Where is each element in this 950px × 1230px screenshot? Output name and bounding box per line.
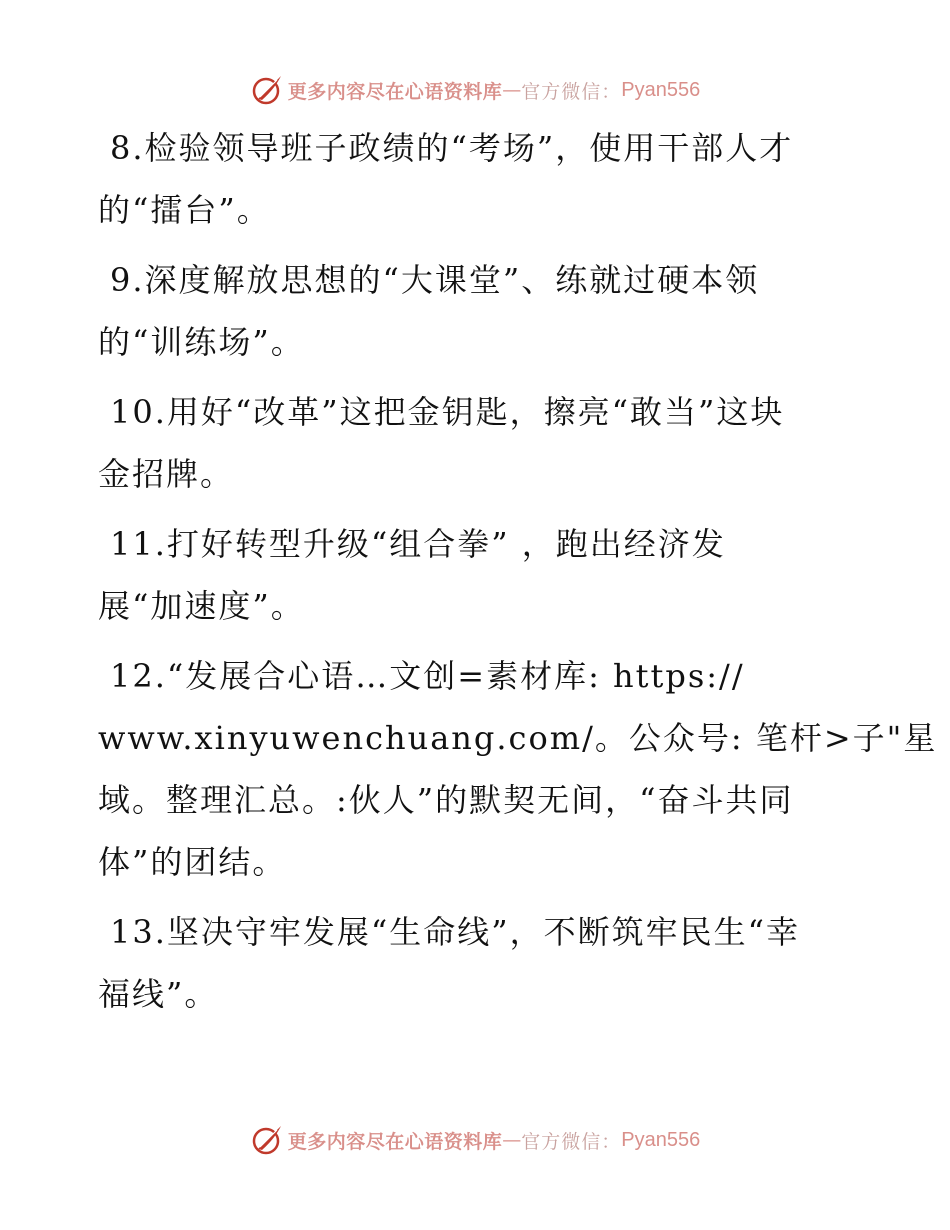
header-dash: — [502,79,522,101]
list-item-8 [98,117,850,241]
list-item-line: 13.坚决守牢发展“生命线”，不断筑牢民生“幸 [110,913,800,951]
footer-site-text: 更多内容尽在心语资料库 [287,1130,503,1153]
list-item-line: 9.深度解放思想的“大课堂”、练就过硬本领 [110,261,760,299]
list-item-line: 的“训练场”。 [98,323,305,361]
list-item-line: 11.打好转型升级“组合拳” ，跑出经济发 [110,525,726,563]
quill-logo-icon [250,73,284,107]
footer-wechat-label: 官方微信： [521,1130,622,1153]
list-item-12 [98,645,938,893]
list-item-10 [98,381,850,505]
list-item-line: 12.“发展合心语…文创=素材库: https:// [110,657,745,695]
footer-banner [0,1120,950,1160]
header-wechat-id: Pyan556 [621,78,701,101]
quill-logo-icon [250,1123,284,1157]
list-item-line: 8.检验领导班子政绩的“考场”，使用干部人才 [110,129,794,167]
list-item-line: 展“加速度”。 [98,587,305,625]
list-item-13 [98,901,850,1025]
footer-wechat-id: Pyan556 [621,1128,701,1151]
footer-dash: — [502,1129,522,1151]
list-item-line: 10.用好“改革”这把金钥匙，擦亮“敢当”这块 [110,393,785,431]
list-item-line: 金招牌。 [98,455,235,493]
list-item-line: 的“擂台”。 [98,191,271,229]
list-item-9 [98,249,850,373]
list-item-line: 体”的团结。 [98,843,287,881]
header-site-text: 更多内容尽在心语资料库 [287,80,503,103]
list-item-11 [98,513,850,637]
header-wechat-label: 官方微信： [521,80,622,103]
header-banner [0,70,950,110]
list-item-line: 福线”。 [98,975,219,1013]
list-item-line: 域。整理汇总。:伙人”的默契无间，“奋斗共同 [98,781,794,819]
list-item-line: www.xinyuwenchuang.com/。公众号: 笔杆>子"星 [98,719,938,757]
document-body [98,117,938,1033]
